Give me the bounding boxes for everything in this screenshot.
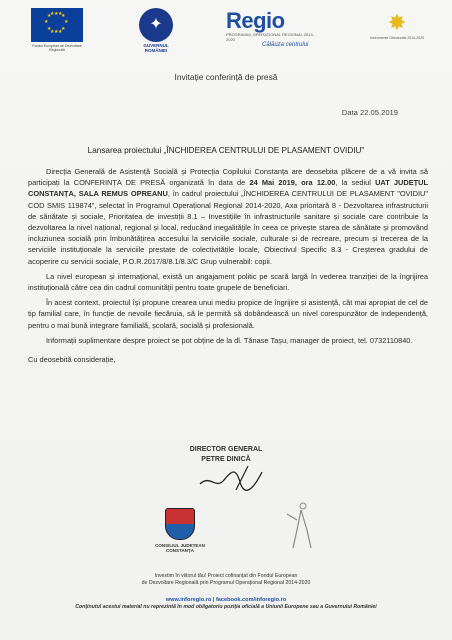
im-caption: Instrumente Structurale 2014-2020 [369, 36, 425, 40]
document-title: Invitație conferință de presă [174, 72, 278, 82]
gov-logo [134, 8, 178, 53]
eu-caption: Fondul European de Dezvoltare Regională [32, 44, 82, 52]
footer-disclaimer: Conținutul acestui material nu reprezintă în mod obligatoriu poziția oficială a Uniunii Europene sau a Guvernului României [75, 604, 377, 610]
regio-caption: PROGRAMUL OPERAȚIONAL REGIONAL 2014-2020 [226, 32, 315, 42]
closing-line: Cu deosebită considerație, [28, 355, 116, 365]
statue-logo-icon [283, 500, 317, 550]
paragraph-2: La nivel european și internațional, există un angajament politic pe scară largă în vederea tranziției de la îngrijirea instituțională către cea din cadrul comunității pentru toate grupele de beneficiari. [28, 271, 428, 293]
document-body [28, 166, 428, 369]
signer-name: PETRE DINICĂ [201, 456, 251, 463]
handwritten-signature [196, 464, 268, 494]
county-shield-icon [165, 508, 195, 540]
structural-funds-icon: ✸ [387, 10, 407, 35]
cjc-caption: CONSILIUL JUDEȚEAN CONSTANȚA [155, 543, 205, 553]
eu-flag-icon: ★ ★ ★ ★ ★ ★ ★ ★ ★ ★ ★ ★ [31, 8, 83, 42]
document-date: Data 22.05.2019 [341, 108, 398, 117]
document-heading: Lansarea proiectului „ÎNCHIDEREA CENTRULUI DE PLASAMENT OVIDIU" [87, 146, 365, 155]
regio-wordmark: Regio [226, 8, 285, 33]
footer-links[interactable]: www.inforegio.ro | facebook.com/inforegio.ro [165, 597, 287, 603]
paragraph-4: Informații suplimentare despre proiect se pot obține de la dl. Tănase Tașu, manager de proiect, tel. 0732110840. [46, 335, 413, 345]
footer-line-2: de Dezvoltare Regională prin Programul Operațional Regional 2014-2020 [141, 580, 311, 586]
p1-text-e: , în cadrul proiectului „ÎNCHIDEREA CENTRULUI DE PLASAMENT "OVIDIU" COD SMIS 119874", selectat în Programul Operațional Regional 2014-2020, Axa prioritară 8 - Dezvoltarea infrastructurii de sănătate și sociale, Prioritatea de investiții 8.1 – Investițiile în infrastructurile sanitare și sociale care contribuie la dezvoltarea la nivel național, regional și local, reducând inegalitățile în ceea ce privește starea de sănătate și promovând incluziunea socială prin îmbunătățirea accesului la serviciile sociale, culturale și de recreare, precum și trecerea de la serviciile instituționale la serviciile prestate de colectivitățile locale, Obiectivul Specific 8.3 - Creșterea gradului de acoperire cu servicii sociale, P.O.R.2017/8/8.1/8.3/C Grup vulnerabil: copii. [28, 189, 428, 266]
instrumente-structurale-logo [368, 10, 426, 40]
header-logos [0, 6, 452, 56]
gov-caption: GUVERNUL ROMÂNIEI [143, 43, 169, 53]
p1-venue: UAT JUDEȚUL CONSTANȚA, SALA REMUS OPREANU [28, 178, 428, 199]
footer-line-1: Investim în viitorul tău! Proiect cofinanțat din Fondul European [154, 573, 298, 579]
p1-text-a: Direcția Generală de Asistență Socială și Protecția Copilului Constanța are deosebita plăcere de a vă invita să participați la CONFERINȚA DE PRESĂ organizată în data de [28, 167, 428, 188]
cjc-logo [150, 508, 210, 553]
p1-text-c: , la sediul [335, 178, 376, 188]
regio-logo [226, 8, 316, 48]
signature-block [176, 445, 276, 465]
eu-logo [28, 8, 86, 52]
p1-event-date: 24 Mai 2019, ora 12.00 [249, 178, 336, 188]
document-footer [0, 573, 452, 611]
paragraph-1 [28, 166, 428, 267]
gov-seal-icon: ✦ [139, 8, 173, 42]
regio-tagline: Călăuza centrului [262, 42, 309, 48]
paragraph-3: În acest context, proiectul își propune crearea unui mediu propice de îngrijire și asistență, cât mai apropiat de cel de tip familial care, în funcție de nevoile fiecăruia, să le permită să dobândească un nivel corespunzător de independență, pentru o mai bună integrare familială, școlară, socială și profesională. [28, 298, 428, 330]
signer-role: DIRECTOR GENERAL [189, 446, 263, 453]
